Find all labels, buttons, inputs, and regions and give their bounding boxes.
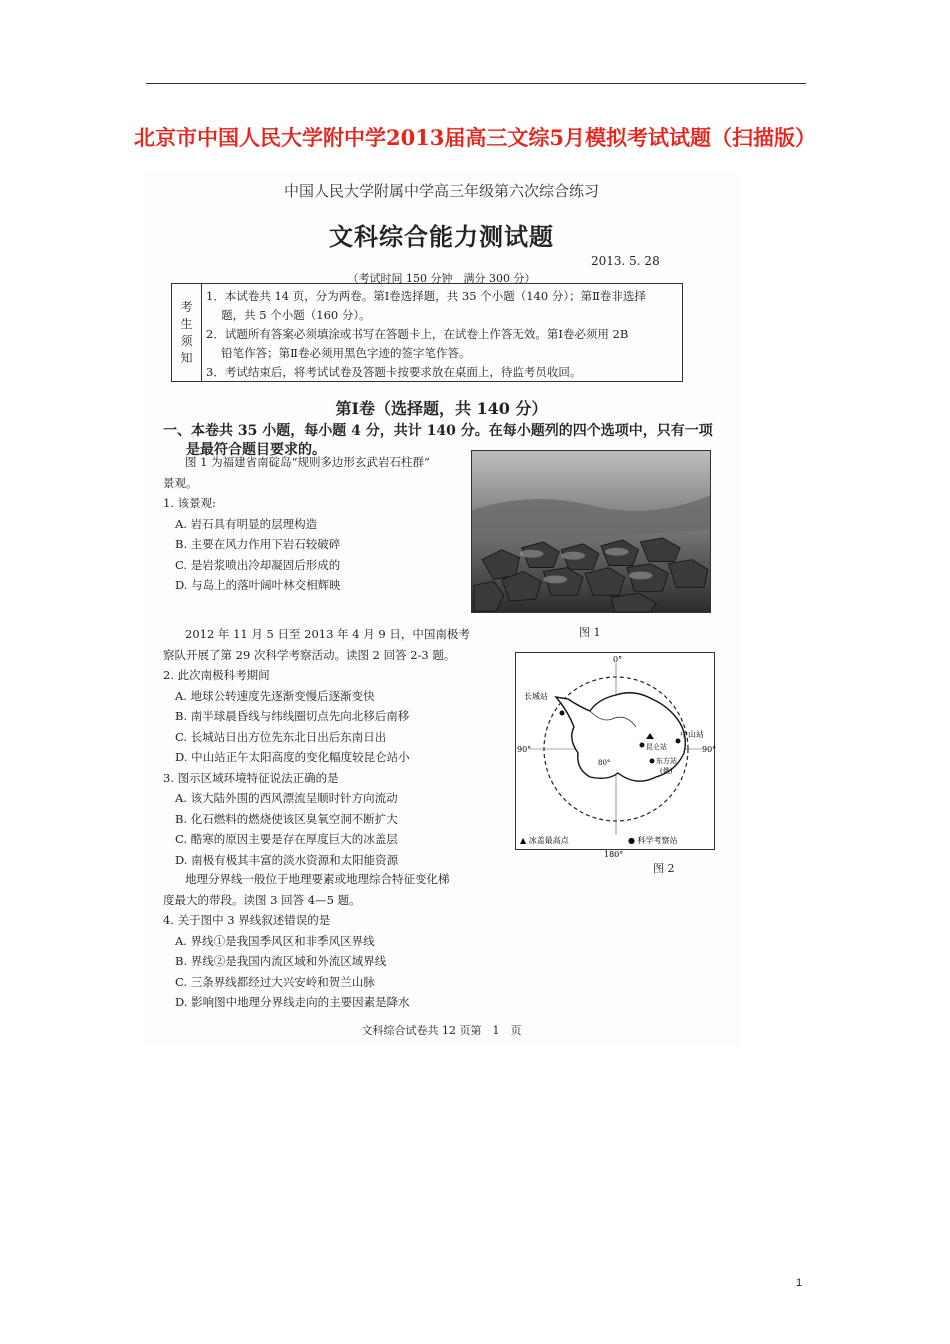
legend-station: ● 科学考察站 [628, 836, 678, 845]
option: A. 界线①是我国季风区和非季风区界线 [175, 933, 375, 948]
label-80: 80° [598, 759, 611, 767]
dongfang-note: (俄) [660, 767, 673, 775]
exam-title: 文科综合能力测试题 [329, 222, 554, 251]
question-1-block: 图 1 为福建省南碇岛“规则多边形玄武岩石柱群” 景观。 1. 该景观: A. 岩石具有明显的层理构造 B. 主要在风力作用下岩石较破碎 C. 是岩浆喷出冷却凝固后形成的 D. 与岛上的落叶阔叶林交相辉映 [163, 452, 463, 596]
dongfang-station-dot [650, 759, 655, 764]
option: A. 地球公转速度先逐渐变慢后逐渐变快 [175, 688, 375, 703]
label-180: 180° [604, 850, 624, 859]
figure-2-caption: 图 2 [653, 862, 675, 875]
option: C. 长城站日出方位先东北日出后东南日出 [175, 729, 387, 744]
notice-box [171, 283, 683, 382]
scan-footer: 文科综合试卷共 12 页第 1 页 [361, 1024, 522, 1037]
notice-items [206, 287, 678, 382]
antarctica-map-svg [516, 653, 717, 859]
page-number: 1 [796, 1277, 803, 1289]
label-0: 0° [613, 655, 623, 664]
question-4-block: 地理分界线一般位于地理要素或地理综合特征变化梯 度最大的带段。读图 3 回答 4—5 题。 4. 关于图中 3 界线叙述错误的是 A. 界线①是我国季风区和非季风区界线 B. 界线②是我国内流区域和外流区域界线 C. 三条界线都经过大兴安岭和贺兰山脉 D. 影响图中地理分界线走向的主要因素是降水 [163, 869, 563, 1013]
section-intro: 一、本卷共 35 小题，每小题 4 分，共计 140 分。在每小题列的四个选项中，只有一项 是最符合题目要求的。 [163, 423, 713, 458]
kunlun-station-dot [640, 743, 645, 748]
header-rule [146, 83, 806, 84]
zhongshan-station-dot [676, 739, 681, 744]
question-4: 4. 关于图中 3 界线叙述错误的是 [163, 913, 331, 927]
option: D. 影响图中地理分界线走向的主要因素是降水 [175, 995, 410, 1009]
label-90w: 90° [517, 745, 532, 754]
document-title: 北京市中国人民大学附中学2013届高三文综5月模拟考试试题（扫描版） [133, 125, 817, 150]
label-90e: 90° [702, 745, 717, 754]
notice-item: 3．考试结束后，将考试试卷及答题卡按要求放在桌面上，待监考员收回。 [206, 365, 582, 379]
option: C. 酷寒的原因主要是存在厚度巨大的冰盖层 [175, 832, 398, 846]
dongfang-label: 东方站 [656, 757, 677, 765]
changcheng-label: 长城站 [524, 692, 548, 701]
notice-label: 考 生 须 知 [172, 284, 202, 381]
notice-item: 2．试题所有答案必须填涂或书写在答题卡上，在试卷上作答无效。第Ⅰ卷必须用 2B [206, 327, 629, 341]
option: B. 主要在风力作用下岩石较破碎 [175, 537, 341, 551]
option: D. 南极有极其丰富的淡水资源和太阳能资源 [175, 852, 399, 867]
option: D. 中山站正午太阳高度的变化幅度较昆仑站小 [175, 750, 410, 764]
basalt-columns-photo [471, 450, 711, 613]
exam-date: 2013. 5. 28 [591, 254, 660, 268]
option: D. 与岛上的落叶阔叶林交相辉映 [175, 578, 341, 592]
option: C. 是岩浆喷出冷却凝固后形成的 [175, 557, 341, 572]
zhongshan-label: 中山站 [680, 730, 704, 739]
legend-dome: ▲ 冰盖最高点 [520, 836, 569, 845]
question-2: 2. 此次南极科考期间 [163, 668, 270, 682]
scanned-exam-page [143, 172, 740, 1045]
option: B. 南半球晨昏线与纬线圈切点先向北移后南移 [175, 709, 410, 723]
notice-item: 题，共 5 个小题（160 分）。 [206, 308, 371, 322]
figure-1-caption: 图 1 [579, 626, 601, 639]
antarctica-map [515, 652, 717, 859]
question-3: 3. 图示区域环境特征说法正确的是 [163, 770, 339, 785]
notice-item: 1．本试卷共 14 页，分为两卷。第Ⅰ卷选择题，共 35 个小题（140 分）；第Ⅱ卷非选择 [206, 289, 646, 303]
option: A. 岩石具有明显的层理构造 [175, 516, 318, 531]
option: A. 该大陆外围的西风漂流呈顺时针方向流动 [175, 791, 398, 805]
option: B. 化石燃料的燃烧使该区臭氧空洞不断扩大 [175, 811, 398, 826]
changcheng-station-dot [560, 711, 565, 716]
option: C. 三条界线都经过大兴安岭和贺兰山脉 [175, 974, 375, 989]
part-title: 第Ⅰ卷（选择题，共 140 分） [335, 399, 548, 418]
question-1: 1. 该景观: [163, 496, 217, 510]
option: B. 界线②是我国内流区域和外流区域界线 [175, 954, 387, 968]
school-line: 中国人民大学附属中学高三年级第六次综合练习 [283, 182, 599, 200]
questions-2-3-block: 2012 年 11 月 5 日至 2013 年 4 月 9 日，中国南极考 察队开展了第 29 次科学考察活动。读图 2 回答 2-3 题。 2. 此次南极科考期间 A. 地球公转速度先逐渐变慢后逐渐变快 B. 南半球晨昏线与纬线圈切点先向北移后南移 C. 长城站日出方位先东北日出后东南日出 D. 中山站正午太阳高度的变化幅度较昆仑站小 3. 图示区域环境特征说法正确的是 A. 该大陆外围的西风漂流呈顺时针方向流动 B. 化石燃料的燃烧使该区臭氧空洞不断扩大 C. 酷寒的原因主要是存在厚度巨大的冰盖层 D. 南极有极其丰富的淡水资源和太阳能资源 [163, 624, 513, 870]
exam-time-line: （考试时间 150 分钟 满分 300 分） [347, 272, 536, 285]
kunlun-label: 昆仑站 [646, 743, 667, 751]
notice-item: 铅笔作答；第Ⅱ卷必须用黑色字迹的签字笔作答。 [206, 346, 471, 360]
